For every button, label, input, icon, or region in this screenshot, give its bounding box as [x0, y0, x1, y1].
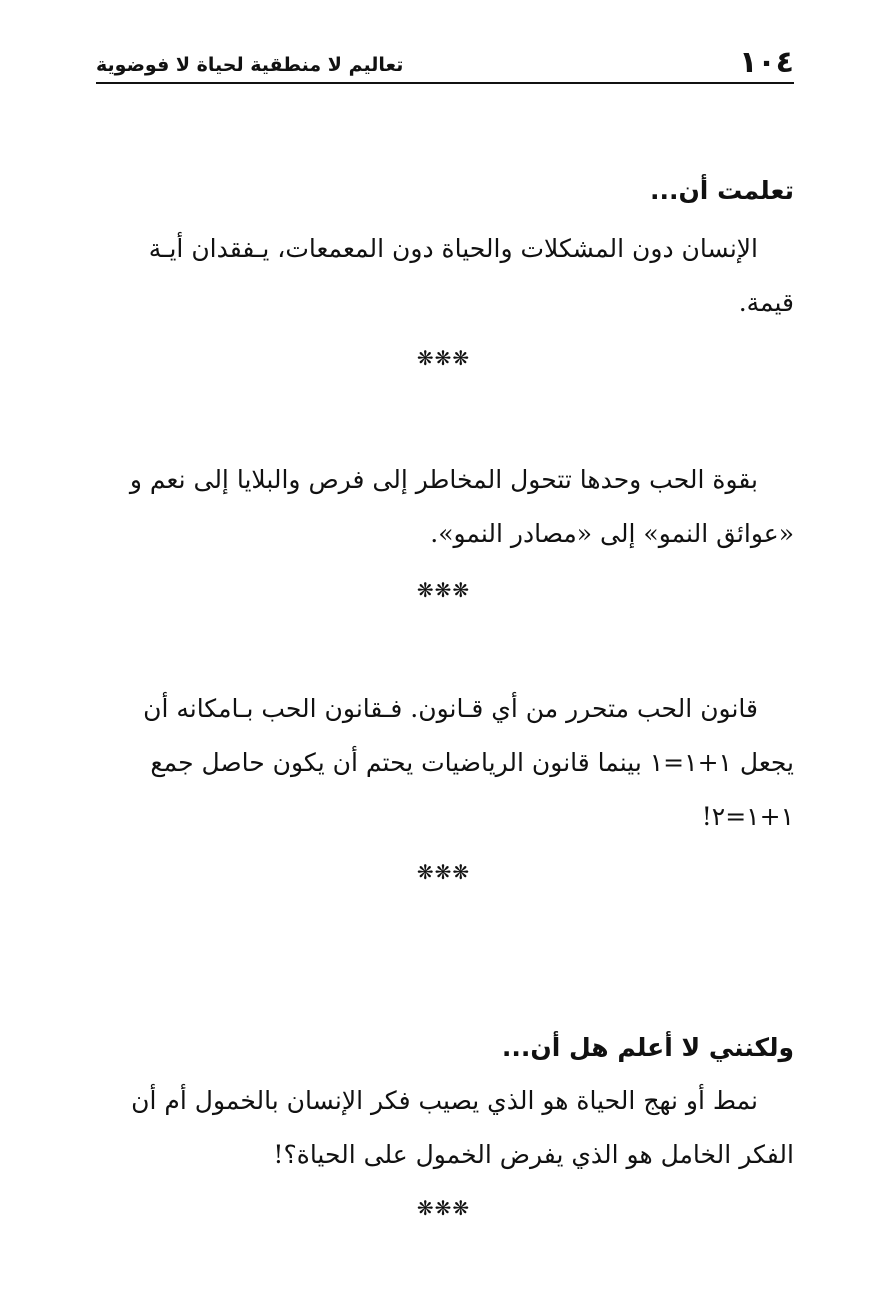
- running-title: تعاليم لا منطقية لحياة لا فوضوية: [96, 54, 404, 76]
- paragraph-4: [96, 1074, 794, 1182]
- separator-stars-4: ❋❋❋: [416, 1196, 471, 1220]
- paragraph-3-line-1: قانون الحب متحرر من أي قـانون. فـقانون الحب بـامكانه أن: [143, 694, 758, 723]
- separator-stars-3: ❋❋❋: [416, 860, 471, 884]
- paragraph-2-line-1: بقوة الحب وحدها تتحول المخاطر إلى فرص والبلايا إلى نعم و: [129, 465, 758, 494]
- paragraph-1-line-1: الإنسان دون المشكلات والحياة دون المعمعات، يـفقدان أيـة: [148, 234, 758, 263]
- paragraph-4-line-1: نمط أو نهج الحياة هو الذي يصيب فكر الإنسان بالخمول أم أن: [131, 1086, 758, 1115]
- paragraph-3-line-2: يجعل ١+١=١ بينما قانون الرياضيات يحتم أن يكون حاصل جمع: [150, 748, 794, 777]
- page-header: [96, 40, 794, 84]
- paragraph-2-line-2: «عوائق النمو» إلى «مصادر النمو».: [430, 519, 794, 548]
- separator-stars-1: ❋❋❋: [416, 346, 471, 370]
- paragraph-3: [96, 682, 794, 844]
- paragraph-2: [96, 453, 794, 561]
- section-heading-not-know: ولكنني لا أعلم هل أن...: [501, 1033, 794, 1062]
- paragraph-1: [96, 222, 794, 330]
- paragraph-3-line-3: ١+١=٢!: [701, 802, 794, 831]
- page-number: ١٠٤: [739, 45, 794, 80]
- section-heading-learned: تعلمت أن...: [649, 176, 794, 205]
- paragraph-1-line-2: قيمة.: [738, 288, 794, 317]
- paragraph-4-line-2: الفكر الخامل هو الذي يفرض الخمول على الحياة؟!: [273, 1140, 794, 1169]
- separator-stars-2: ❋❋❋: [416, 578, 471, 602]
